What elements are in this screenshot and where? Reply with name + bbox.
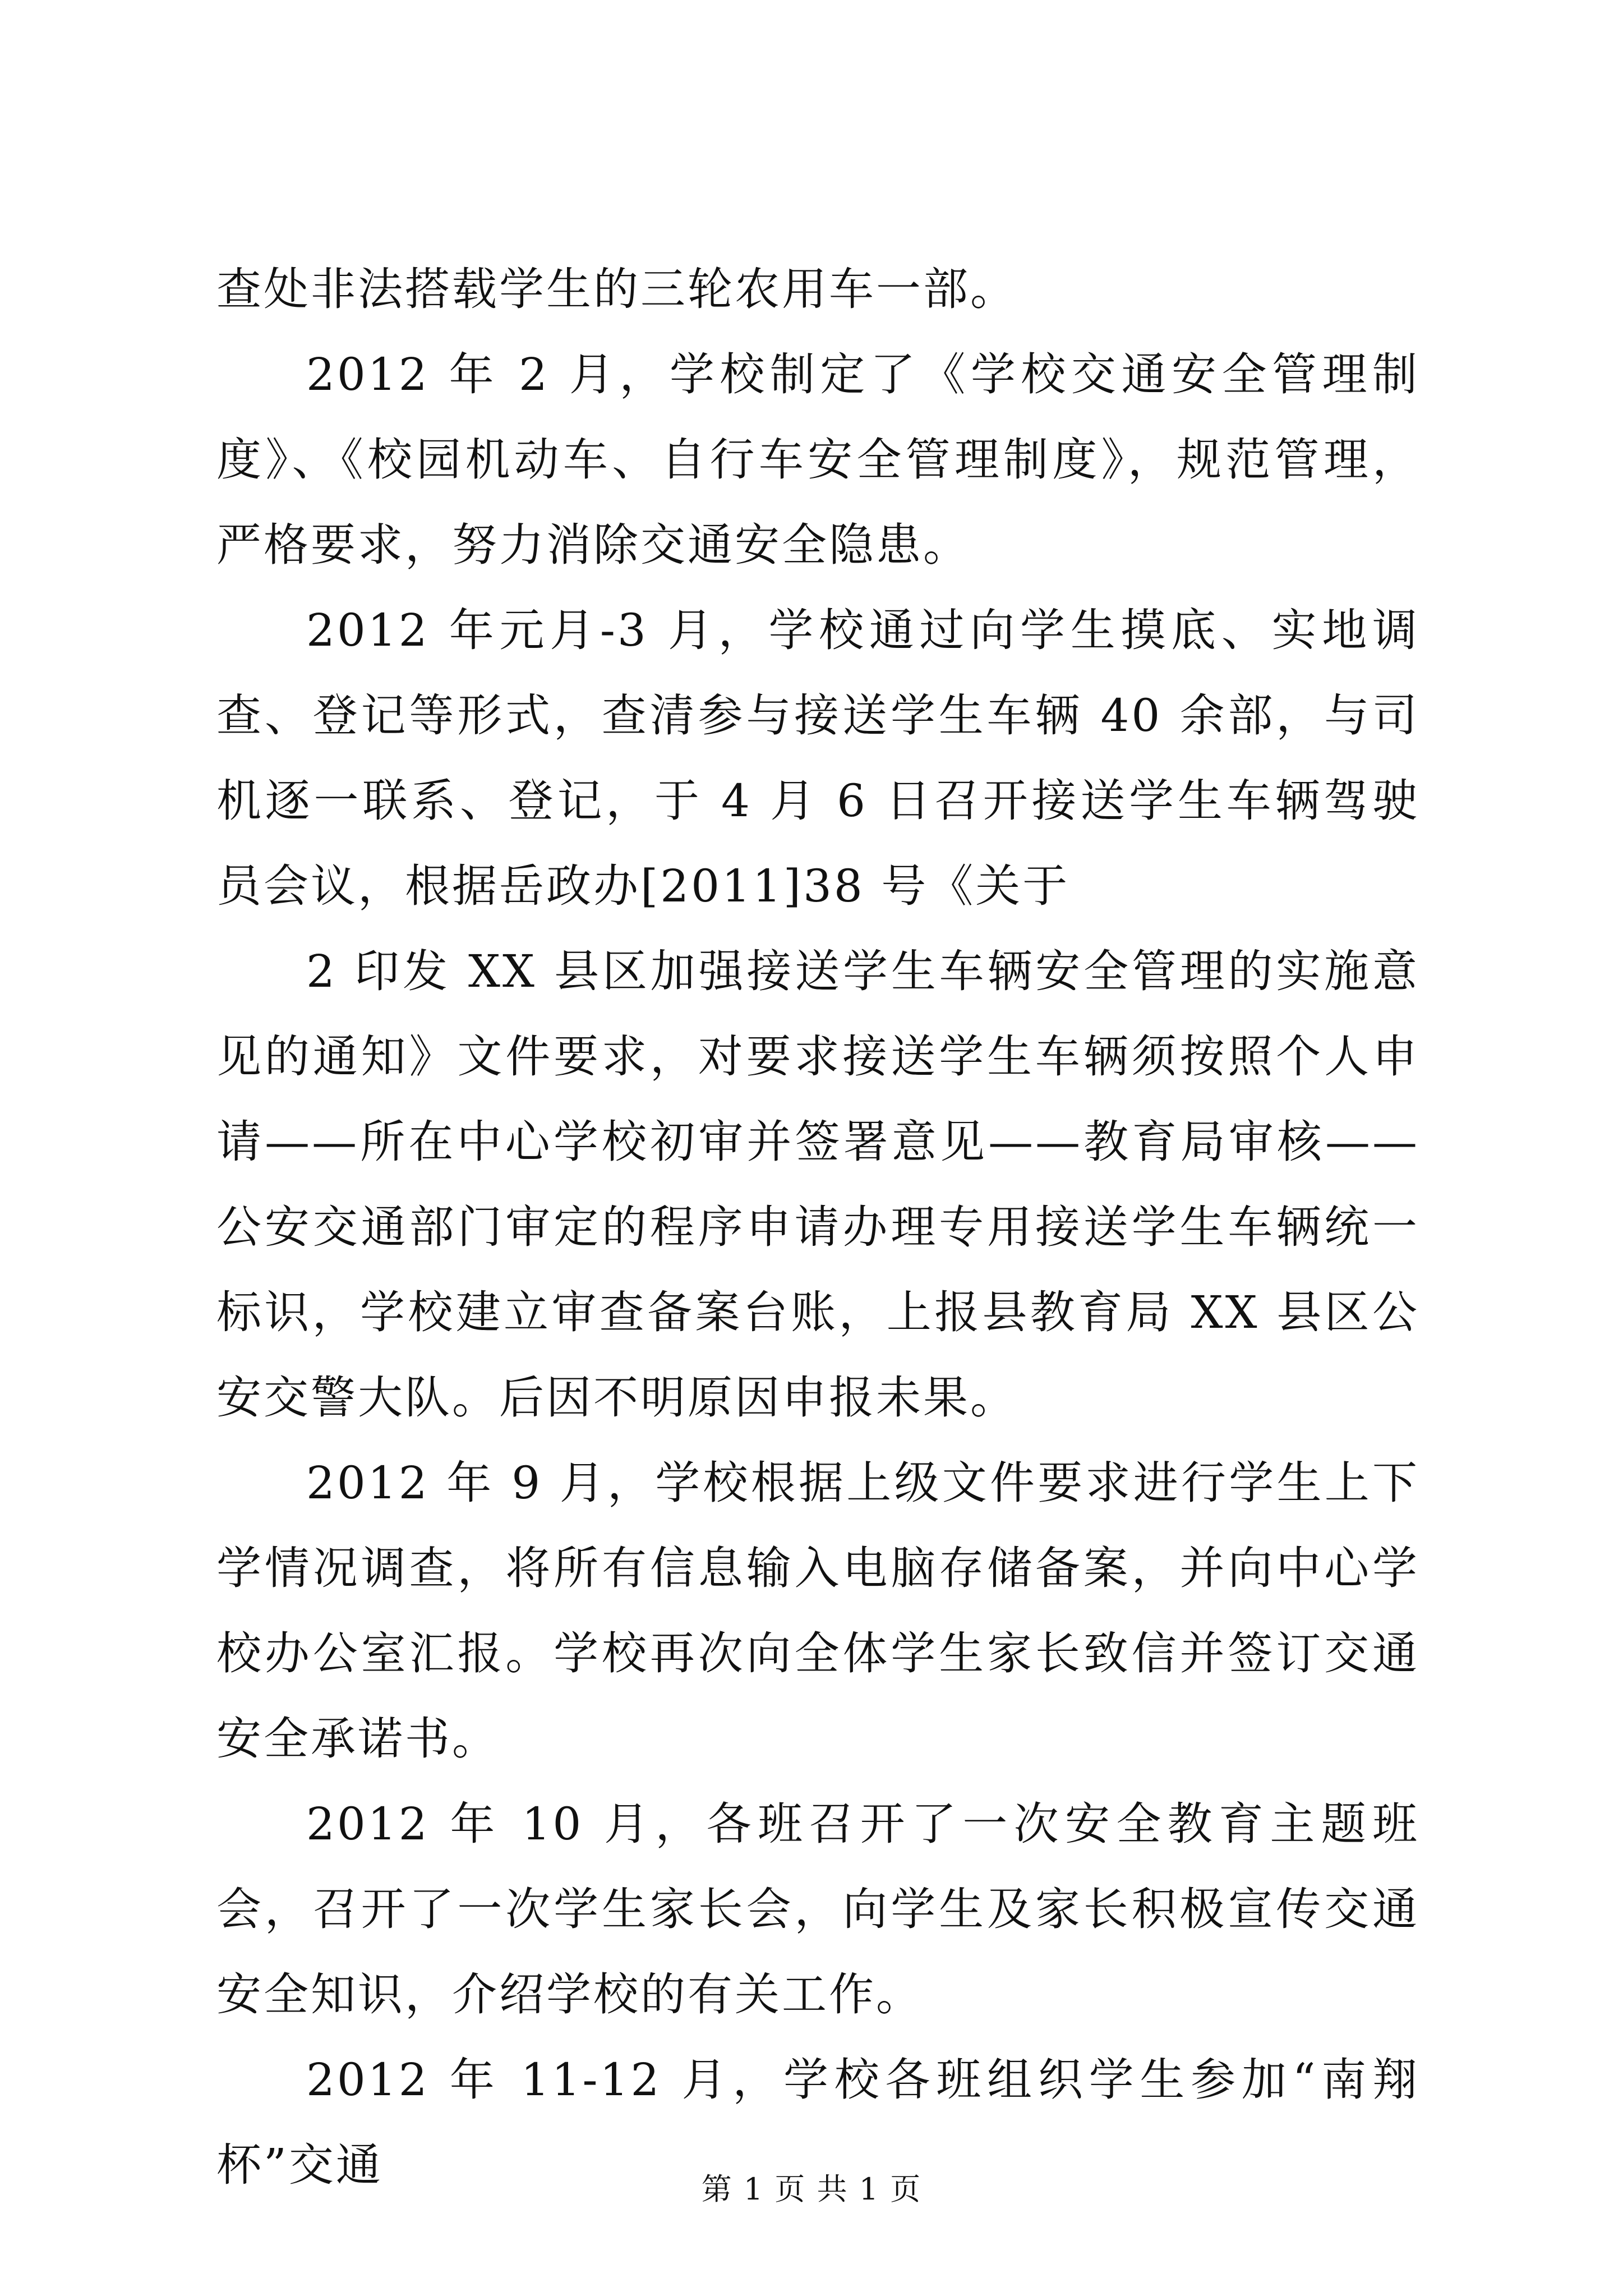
page-footer [0, 2165, 1623, 2208]
document-body [216, 247, 1419, 2208]
paragraph-1: 查处非法搭载学生的三轮农用车一部。 [216, 263, 1017, 315]
paragraph-5: 2012 年 9 月，学校根据上级文件要求进行学生上下学情况调查，将所有信息输入电脑存储备案，并向中心学校办公室汇报。学校再次向全体学生家长致信并签订交通安全承诺书。 [216, 1457, 1419, 1765]
paragraph-4: 2 印发 XX 县区加强接送学生车辆安全管理的实施意见的通知》文件要求，对要求接送学生车辆须按照个人申请——所在中心学校初审并签署意见——教育局审核——公安交通部门审定的程序申请办理专用接送学生车辆统一标识，学校建立审查备案台账，上报县教育局 XX 县区公安交警大队。后因不明原因申报未果。 [216, 945, 1419, 1424]
paragraph-6: 2012 年 10 月，各班召开了一次安全教育主题班会，召开了一次学生家长会，向学生及家长积极宣传交通安全知识，介绍学校的有关工作。 [216, 1798, 1419, 2021]
paragraph-3: 2012 年元月-3 月，学校通过向学生摸底、实地调查、登记等形式，查清参与接送学生车辆 40 余部，与司机逐一联系、登记，于 4 月 6 日召开接送学生车辆驾驶员会议，根据岳政办[2011]38 号《关于 [216, 604, 1419, 912]
paragraph-7: 2012 年 11-12 月，学校各班组织学生参加“南翔杯”交通 [216, 2054, 1419, 2191]
paragraph-2: 2012 年 2 月，学校制定了《学校交通安全管理制度》、《校园机动车、自行车安全管理制度》，规范管理，严格要求，努力消除交通安全隐患。 [216, 348, 1419, 571]
page-number-label: 第 1 页 共 1 页 [701, 2171, 922, 2207]
